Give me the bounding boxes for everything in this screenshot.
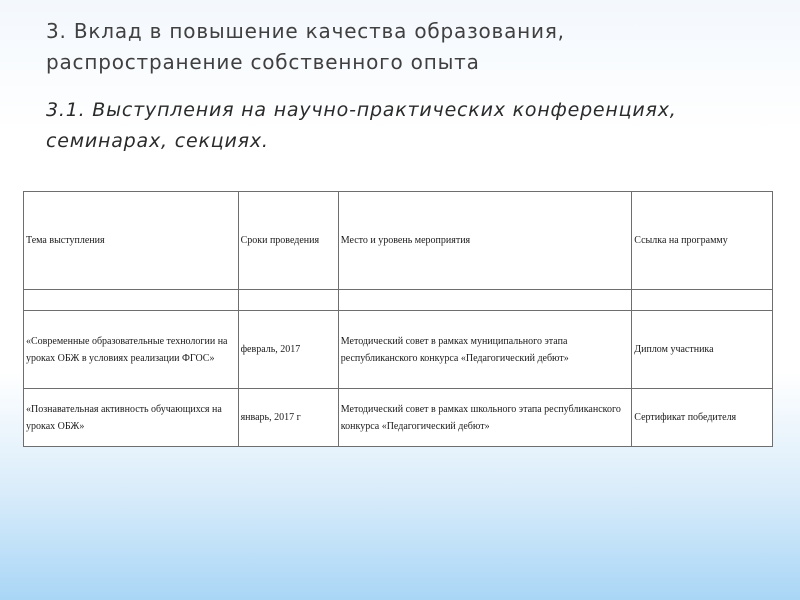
speeches-table: [23, 191, 773, 447]
column-header-topic: Тема выступления: [24, 192, 239, 290]
cell-date: февраль, 2017: [238, 311, 338, 389]
table-row: [24, 389, 773, 447]
cell-place: Методический совет в рамках школьного этапа республиканского конкурса «Педагогический дебют»: [338, 389, 632, 447]
cell-link: Сертификат победителя: [632, 389, 773, 447]
table-cell: [338, 290, 632, 311]
column-header-place: Место и уровень мероприятия: [338, 192, 632, 290]
cell-date: январь, 2017 г: [238, 389, 338, 447]
table-cell: [632, 290, 773, 311]
column-header-link: Ссылка на программу: [632, 192, 773, 290]
cell-link: Диплом участника: [632, 311, 773, 389]
cell-topic: «Познавательная активность обучающихся на уроках ОБЖ»: [24, 389, 239, 447]
column-header-date: Сроки проведения: [238, 192, 338, 290]
table-row: [24, 311, 773, 389]
table-cell: [238, 290, 338, 311]
table-header-row: [24, 192, 773, 290]
slide-subtitle: 3.1. Выступления на научно-практических конференциях, семинарах, секциях.: [46, 99, 677, 152]
cell-place: Методический совет в рамках муниципального этапа республиканского конкурса «Педагогический дебют»: [338, 311, 632, 389]
cell-topic: «Современные образовательные технологии на уроках ОБЖ в условиях реализации ФГОС»: [24, 311, 239, 389]
slide-title: 3. Вклад в повышение качества образования, распространение собственного опыта: [46, 19, 565, 74]
table-cell: [24, 290, 239, 311]
table-row-empty: [24, 290, 773, 311]
